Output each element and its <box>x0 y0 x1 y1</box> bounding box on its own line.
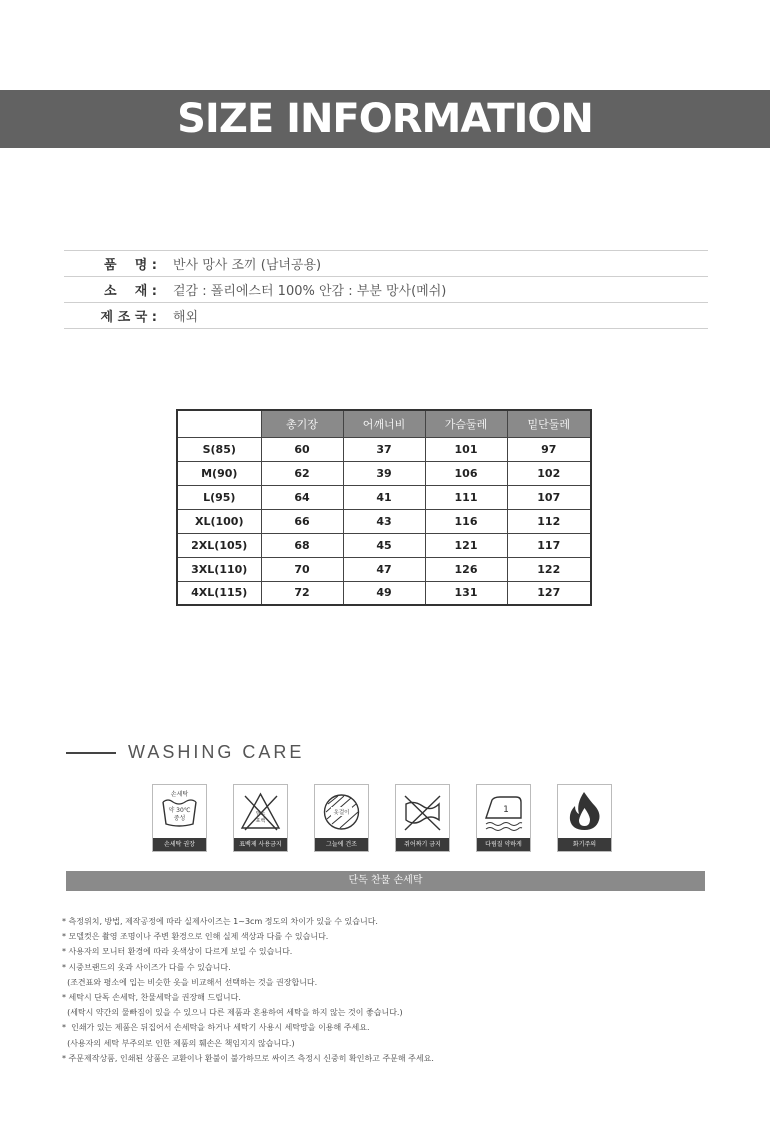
icon-label: 손세탁 권장 <box>153 838 206 851</box>
size-row <box>177 437 591 461</box>
svg-text:손세탁: 손세탁 <box>170 791 189 798</box>
info-value: 겉감 : 폴리에스터 100% 안감 : 부분 망사(메쉬) <box>173 284 447 299</box>
size-value-cell: 102 <box>507 461 591 485</box>
size-value-cell: 112 <box>507 509 591 533</box>
info-row-origin <box>64 302 708 329</box>
icon-label: 표백제 사용금지 <box>234 838 287 851</box>
svg-text:옷걸이: 옷걸이 <box>333 810 350 816</box>
size-label-cell: 3XL(110) <box>177 557 261 581</box>
size-value-cell: 45 <box>343 533 425 557</box>
size-value-cell: 107 <box>507 485 591 509</box>
size-value-cell: 72 <box>261 581 343 605</box>
size-value-cell: 97 <box>507 437 591 461</box>
notice-item: * 주문제작상품, 인쇄된 상품은 교환이나 환불이 불가하므로 싸이즈 측정시 신중히 확인하고 주문해 주세요. <box>62 1053 434 1063</box>
svg-text:1: 1 <box>503 805 509 815</box>
low-iron-icon <box>476 784 531 852</box>
size-value-cell: 60 <box>261 437 343 461</box>
size-value-cell: 68 <box>261 533 343 557</box>
notice-list <box>62 914 742 1066</box>
product-info <box>64 250 708 329</box>
size-value-cell: 43 <box>343 509 425 533</box>
svg-text:표백: 표백 <box>255 818 266 824</box>
size-label-cell: S(85) <box>177 437 261 461</box>
washing-instruction: 단독 찬물 손세탁 <box>348 875 423 886</box>
header-cell: 가슴둘레 <box>425 410 507 437</box>
header-cell <box>177 410 261 437</box>
washing-care-title: WASHING CARE <box>128 742 305 762</box>
info-value: 반사 망사 조끼 (남녀공용) <box>173 258 322 273</box>
size-row <box>177 533 591 557</box>
icon-label: 그늘에 건조 <box>315 838 368 851</box>
size-value-cell: 47 <box>343 557 425 581</box>
shade-dry-icon <box>314 784 369 852</box>
notice-item: * 모델컷은 촬영 조명이나 주변 환경으로 인해 실제 색상과 다를 수 있습니다. <box>62 932 329 942</box>
size-value-cell: 49 <box>343 581 425 605</box>
size-value-cell: 70 <box>261 557 343 581</box>
size-value-cell: 64 <box>261 485 343 509</box>
size-table-header <box>177 410 591 437</box>
size-value-cell: 131 <box>425 581 507 605</box>
size-label-cell: M(90) <box>177 461 261 485</box>
size-value-cell: 39 <box>343 461 425 485</box>
no-wring-icon <box>395 784 450 852</box>
size-value-cell: 122 <box>507 557 591 581</box>
notice-item: * 측정위치, 방법, 제작공정에 따라 실제사이즈는 1~3cm 정도의 차이가 있을 수 있습니다. <box>62 917 378 926</box>
info-label: 소 재 : <box>104 284 157 299</box>
icon-label: 화기주의 <box>558 838 611 851</box>
icon-label: 쥐어짜기 금지 <box>396 838 449 851</box>
size-value-cell: 117 <box>507 533 591 557</box>
size-label-cell: L(95) <box>177 485 261 509</box>
size-value-cell: 41 <box>343 485 425 509</box>
info-label: 제 조 국 : <box>100 310 157 325</box>
notice-item: (조견표와 평소에 입는 비슷한 옷을 비교해서 선택하는 것을 권장합니다. <box>62 977 318 987</box>
size-row <box>177 557 591 581</box>
size-row <box>177 461 591 485</box>
washing-instruction-bar <box>66 871 705 891</box>
header-cell: 총기장 <box>261 410 343 437</box>
notice-item: * 인쇄가 있는 제품은 뒤집어서 손세탁을 하거나 세탁기 사용시 세탁망을 이용해 주세요. <box>62 1023 370 1033</box>
size-value-cell: 66 <box>261 509 343 533</box>
notice-item: * 시중브랜드의 옷과 사이즈가 다를 수 있습니다. <box>62 962 231 972</box>
banner-title: SIZE INFORMATION <box>177 96 593 142</box>
info-label: 품 명 : <box>104 258 157 273</box>
svg-text:약 30℃: 약 30℃ <box>168 807 191 814</box>
info-row-name <box>64 250 708 276</box>
heading-line <box>66 752 116 754</box>
hand-wash-icon <box>152 784 207 852</box>
size-value-cell: 37 <box>343 437 425 461</box>
size-value-cell: 111 <box>425 485 507 509</box>
size-value-cell: 106 <box>425 461 507 485</box>
size-value-cell: 121 <box>425 533 507 557</box>
size-row <box>177 509 591 533</box>
size-row <box>177 485 591 509</box>
page-banner <box>0 90 770 148</box>
care-icons <box>152 784 638 852</box>
svg-text:중성: 중성 <box>173 815 186 822</box>
size-label-cell: 2XL(105) <box>177 533 261 557</box>
notice-item: (세탁시 약간의 물빠짐이 있을 수 있으니 다른 제품과 혼용하여 세탁을 하지 않는 것이 좋습니다.) <box>62 1008 403 1018</box>
size-row <box>177 581 591 605</box>
notice-item: * 세탁시 단독 손세탁, 찬물세탁을 권장해 드립니다. <box>62 993 241 1003</box>
no-bleach-icon <box>233 784 288 852</box>
notice-item: (사용자의 세탁 부주의로 인한 제품의 훼손은 책임지지 않습니다.) <box>62 1038 295 1048</box>
info-value: 해외 <box>173 310 199 325</box>
size-table <box>176 409 592 606</box>
size-label-cell: XL(100) <box>177 509 261 533</box>
size-label-cell: 4XL(115) <box>177 581 261 605</box>
notice-item: * 사용자의 모니터 환경에 따라 옷색상이 다르게 보일 수 있습니다. <box>62 947 293 957</box>
icon-label: 다림질 약하게 <box>477 838 530 851</box>
svg-text:염소: 염소 <box>255 811 266 817</box>
washing-care-heading <box>66 742 304 763</box>
size-value-cell: 116 <box>425 509 507 533</box>
size-value-cell: 62 <box>261 461 343 485</box>
info-row-material <box>64 276 708 302</box>
size-value-cell: 127 <box>507 581 591 605</box>
header-cell: 어깨너비 <box>343 410 425 437</box>
size-value-cell: 126 <box>425 557 507 581</box>
fire-caution-icon <box>557 784 612 852</box>
size-value-cell: 101 <box>425 437 507 461</box>
header-cell: 밑단둘레 <box>507 410 591 437</box>
